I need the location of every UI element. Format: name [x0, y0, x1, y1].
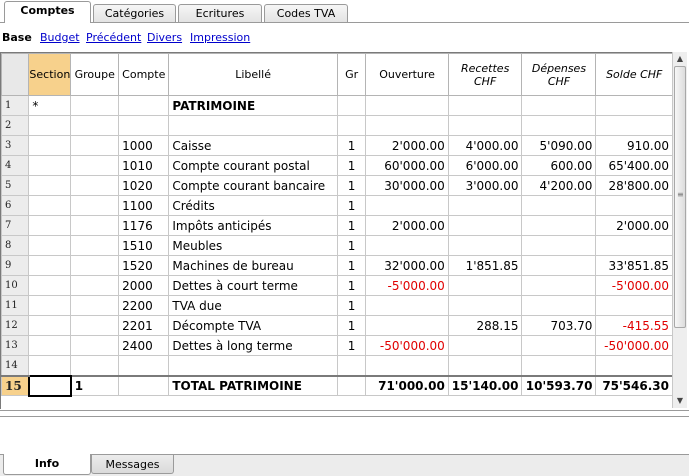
view-precedent-link[interactable]: Précédent: [86, 31, 142, 44]
cell-section[interactable]: [29, 376, 71, 396]
column-header-recettes[interactable]: Recettes CHF: [448, 54, 522, 96]
cell-ouverture[interactable]: [366, 236, 448, 256]
cell-solde[interactable]: 2'000.00: [596, 216, 673, 236]
cell-libelle[interactable]: TOTAL PATRIMOINE: [169, 376, 337, 396]
cell-depenses[interactable]: [522, 356, 596, 376]
cell-libelle[interactable]: Décompte TVA: [169, 316, 337, 336]
grip-icon: ≡: [677, 190, 684, 199]
cell-groupe[interactable]: 1: [71, 376, 119, 396]
cell-groupe[interactable]: [71, 96, 119, 116]
tab-ecritures[interactable]: Ecritures: [178, 4, 262, 22]
cell-section[interactable]: [29, 316, 71, 336]
cell-solde[interactable]: [596, 196, 673, 216]
cell-gr[interactable]: 1: [337, 136, 366, 156]
tab-categories[interactable]: Catégories: [93, 4, 176, 22]
cell-gr[interactable]: 1: [337, 256, 366, 276]
cell-solde[interactable]: [596, 96, 673, 116]
cell-depenses[interactable]: [522, 116, 596, 136]
cell-recettes[interactable]: [448, 196, 522, 216]
row-number[interactable]: 2: [2, 116, 29, 136]
cell-groupe[interactable]: [71, 216, 119, 236]
cell-groupe[interactable]: [71, 116, 119, 136]
info-panel: [0, 416, 689, 455]
cell-solde[interactable]: [596, 236, 673, 256]
table-row: [2, 336, 673, 356]
table-row: [2, 96, 673, 116]
table-row: [2, 156, 673, 176]
cell-section[interactable]: [29, 136, 71, 156]
cell-ouverture[interactable]: [366, 356, 448, 376]
view-divers-link[interactable]: Divers: [147, 31, 183, 44]
cell-section[interactable]: [29, 276, 71, 296]
cell-compte[interactable]: 2201: [119, 316, 169, 336]
cell-solde[interactable]: -415.55: [596, 316, 673, 336]
cell-section[interactable]: [29, 196, 71, 216]
cell-solde[interactable]: [596, 116, 673, 136]
cell-depenses[interactable]: [522, 216, 596, 236]
accounts-table: [1, 53, 673, 397]
accounts-table-container: [0, 52, 673, 409]
row-number[interactable]: 4: [2, 156, 29, 176]
table-row: [2, 196, 673, 216]
cell-recettes[interactable]: [448, 336, 522, 356]
cell-groupe[interactable]: [71, 336, 119, 356]
cell-compte[interactable]: 1100: [119, 196, 169, 216]
cell-ouverture[interactable]: 32'000.00: [366, 256, 448, 276]
cell-recettes[interactable]: 1'851.85: [448, 256, 522, 276]
cell-solde[interactable]: -5'000.00: [596, 276, 673, 296]
cell-section[interactable]: [29, 176, 71, 196]
cell-libelle[interactable]: Machines de bureau: [169, 256, 337, 276]
cell-ouverture[interactable]: -50'000.00: [366, 336, 448, 356]
top-tab-bar: [0, 0, 689, 25]
view-budget-link[interactable]: Budget: [40, 31, 80, 44]
cell-solde[interactable]: [596, 296, 673, 316]
column-header-gr[interactable]: Gr: [337, 54, 366, 96]
cell-compte[interactable]: 1520: [119, 256, 169, 276]
cell-compte[interactable]: 2200: [119, 296, 169, 316]
cell-compte[interactable]: 1020: [119, 176, 169, 196]
cell-section[interactable]: [29, 116, 71, 136]
cell-depenses[interactable]: [522, 196, 596, 216]
cell-depenses[interactable]: 600.00: [522, 156, 596, 176]
cell-compte[interactable]: 2400: [119, 336, 169, 356]
cell-gr[interactable]: 1: [337, 296, 366, 316]
cell-recettes[interactable]: [448, 236, 522, 256]
cell-solde[interactable]: 75'546.30: [596, 376, 673, 396]
cell-compte[interactable]: [119, 376, 169, 396]
cell-libelle[interactable]: PATRIMOINE: [169, 96, 337, 116]
cell-ouverture[interactable]: 2'000.00: [366, 136, 448, 156]
cell-groupe[interactable]: [71, 196, 119, 216]
total-row: [2, 376, 673, 396]
cell-libelle[interactable]: Meubles: [169, 236, 337, 256]
cell-solde[interactable]: 33'851.85: [596, 256, 673, 276]
row-number[interactable]: 14: [2, 356, 29, 376]
row-number-header: [2, 54, 29, 96]
table-row: [2, 216, 673, 236]
table-header-row: [2, 54, 673, 96]
row-number[interactable]: 12: [2, 316, 29, 336]
cell-groupe[interactable]: [71, 316, 119, 336]
cell-section[interactable]: [29, 236, 71, 256]
tab-info[interactable]: Info: [3, 454, 91, 475]
cell-gr[interactable]: [337, 376, 366, 396]
cell-compte[interactable]: 1176: [119, 216, 169, 236]
cell-libelle[interactable]: TVA due: [169, 296, 337, 316]
cell-depenses[interactable]: 703.70: [522, 316, 596, 336]
cell-depenses[interactable]: [522, 276, 596, 296]
column-header-ouverture[interactable]: Ouverture: [366, 54, 448, 96]
view-selector: [0, 28, 689, 48]
cell-libelle[interactable]: Compte courant bancaire: [169, 176, 337, 196]
cell-libelle[interactable]: Compte courant postal: [169, 156, 337, 176]
cell-gr[interactable]: 1: [337, 196, 366, 216]
cell-depenses[interactable]: 10'593.70: [522, 376, 596, 396]
table-body: [2, 96, 673, 396]
cell-groupe[interactable]: [71, 356, 119, 376]
cell-recettes[interactable]: 6'000.00: [448, 156, 522, 176]
cell-section[interactable]: [29, 156, 71, 176]
view-base[interactable]: Base: [2, 31, 32, 44]
cell-groupe[interactable]: [71, 176, 119, 196]
cell-libelle[interactable]: Caisse: [169, 136, 337, 156]
scroll-up-arrow-icon[interactable]: ▲: [676, 54, 684, 63]
cell-solde[interactable]: -50'000.00: [596, 336, 673, 356]
view-impression-link[interactable]: Impression: [190, 31, 251, 44]
cell-ouverture[interactable]: 60'000.00: [366, 156, 448, 176]
row-number[interactable]: 1: [2, 96, 29, 116]
row-number[interactable]: 15: [2, 376, 29, 396]
cell-gr[interactable]: 1: [337, 316, 366, 336]
cell-libelle[interactable]: Dettes à court terme: [169, 276, 337, 296]
cell-gr[interactable]: [337, 116, 366, 136]
cell-compte[interactable]: [119, 356, 169, 376]
cell-groupe[interactable]: [71, 236, 119, 256]
cell-groupe[interactable]: [71, 136, 119, 156]
bottom-tab-bar: [0, 454, 689, 476]
cell-section[interactable]: *: [29, 96, 71, 116]
cell-section[interactable]: [29, 256, 71, 276]
cell-ouverture[interactable]: 2'000.00: [366, 216, 448, 236]
cell-libelle[interactable]: Dettes à long terme: [169, 336, 337, 356]
cell-gr[interactable]: [337, 96, 366, 116]
scrollbar-thumb[interactable]: [674, 66, 686, 328]
cell-gr[interactable]: 1: [337, 176, 366, 196]
cell-compte[interactable]: [119, 116, 169, 136]
table-row: [2, 116, 673, 136]
column-header-solde[interactable]: Solde CHF: [596, 54, 673, 96]
column-header-libelle[interactable]: Libellé: [169, 54, 337, 96]
cell-gr[interactable]: 1: [337, 336, 366, 356]
row-number[interactable]: 6: [2, 196, 29, 216]
table-row: [2, 296, 673, 316]
cell-ouverture[interactable]: [366, 316, 448, 336]
cell-gr[interactable]: 1: [337, 236, 366, 256]
cell-gr[interactable]: [337, 356, 366, 376]
cell-depenses[interactable]: [522, 96, 596, 116]
table-row: [2, 236, 673, 256]
cell-compte[interactable]: 1510: [119, 236, 169, 256]
cell-solde[interactable]: [596, 356, 673, 376]
table-row: [2, 256, 673, 276]
cell-recettes[interactable]: 3'000.00: [448, 176, 522, 196]
row-number[interactable]: 9: [2, 256, 29, 276]
cell-groupe[interactable]: [71, 256, 119, 276]
cell-solde[interactable]: 65'400.00: [596, 156, 673, 176]
table-row: [2, 316, 673, 336]
cell-recettes[interactable]: [448, 116, 522, 136]
row-number[interactable]: 10: [2, 276, 29, 296]
tab-comptes[interactable]: Comptes: [4, 1, 91, 23]
cell-libelle[interactable]: [169, 356, 337, 376]
cell-section[interactable]: [29, 356, 71, 376]
panel-divider[interactable]: [0, 410, 689, 411]
cell-section[interactable]: [29, 216, 71, 236]
cell-groupe[interactable]: [71, 276, 119, 296]
cell-groupe[interactable]: [71, 156, 119, 176]
cell-compte[interactable]: [119, 96, 169, 116]
cell-ouverture[interactable]: 71'000.00: [366, 376, 448, 396]
cell-solde[interactable]: 910.00: [596, 136, 673, 156]
cell-solde[interactable]: 28'800.00: [596, 176, 673, 196]
row-number[interactable]: 13: [2, 336, 29, 356]
column-header-depenses[interactable]: Dépenses CHF: [522, 54, 596, 96]
row-number[interactable]: 3: [2, 136, 29, 156]
cell-section[interactable]: [29, 296, 71, 316]
cell-ouverture[interactable]: [366, 296, 448, 316]
cell-section[interactable]: [29, 336, 71, 356]
cell-ouverture[interactable]: [366, 196, 448, 216]
cell-recettes[interactable]: [448, 276, 522, 296]
cell-recettes[interactable]: [448, 356, 522, 376]
cell-recettes[interactable]: [448, 96, 522, 116]
cell-depenses[interactable]: 5'090.00: [522, 136, 596, 156]
cell-recettes[interactable]: [448, 216, 522, 236]
table-row: [2, 356, 673, 376]
cell-recettes[interactable]: [448, 296, 522, 316]
cell-gr[interactable]: 1: [337, 216, 366, 236]
cell-compte[interactable]: 1010: [119, 156, 169, 176]
cell-depenses[interactable]: [522, 336, 596, 356]
cell-recettes[interactable]: 288.15: [448, 316, 522, 336]
cell-libelle[interactable]: Impôts anticipés: [169, 216, 337, 236]
scroll-down-arrow-icon[interactable]: ▼: [676, 396, 684, 405]
cell-depenses[interactable]: [522, 296, 596, 316]
table-row: [2, 136, 673, 156]
cell-ouverture[interactable]: 30'000.00: [366, 176, 448, 196]
vertical-scrollbar[interactable]: [672, 52, 687, 408]
cell-groupe[interactable]: [71, 296, 119, 316]
cell-gr[interactable]: 1: [337, 276, 366, 296]
cell-depenses[interactable]: [522, 236, 596, 256]
tab-baseline: [0, 22, 689, 23]
table-row: [2, 176, 673, 196]
cell-ouverture[interactable]: [366, 96, 448, 116]
cell-compte[interactable]: 2000: [119, 276, 169, 296]
cell-recettes[interactable]: 15'140.00: [448, 376, 522, 396]
cell-recettes[interactable]: 4'000.00: [448, 136, 522, 156]
tab-messages[interactable]: Messages: [91, 455, 174, 474]
column-header-compte[interactable]: Compte: [119, 54, 169, 96]
column-header-section[interactable]: Section: [29, 54, 71, 96]
table-row: [2, 276, 673, 296]
row-number[interactable]: 11: [2, 296, 29, 316]
row-number[interactable]: 7: [2, 216, 29, 236]
row-number[interactable]: 8: [2, 236, 29, 256]
row-number[interactable]: 5: [2, 176, 29, 196]
tab-codes-tva[interactable]: Codes TVA: [264, 4, 348, 22]
cell-gr[interactable]: 1: [337, 156, 366, 176]
cell-ouverture[interactable]: [366, 116, 448, 136]
column-header-groupe[interactable]: Groupe: [71, 54, 119, 96]
cell-depenses[interactable]: 4'200.00: [522, 176, 596, 196]
cell-libelle[interactable]: Crédits: [169, 196, 337, 216]
cell-compte[interactable]: 1000: [119, 136, 169, 156]
cell-libelle[interactable]: [169, 116, 337, 136]
cell-ouverture[interactable]: -5'000.00: [366, 276, 448, 296]
cell-depenses[interactable]: [522, 256, 596, 276]
